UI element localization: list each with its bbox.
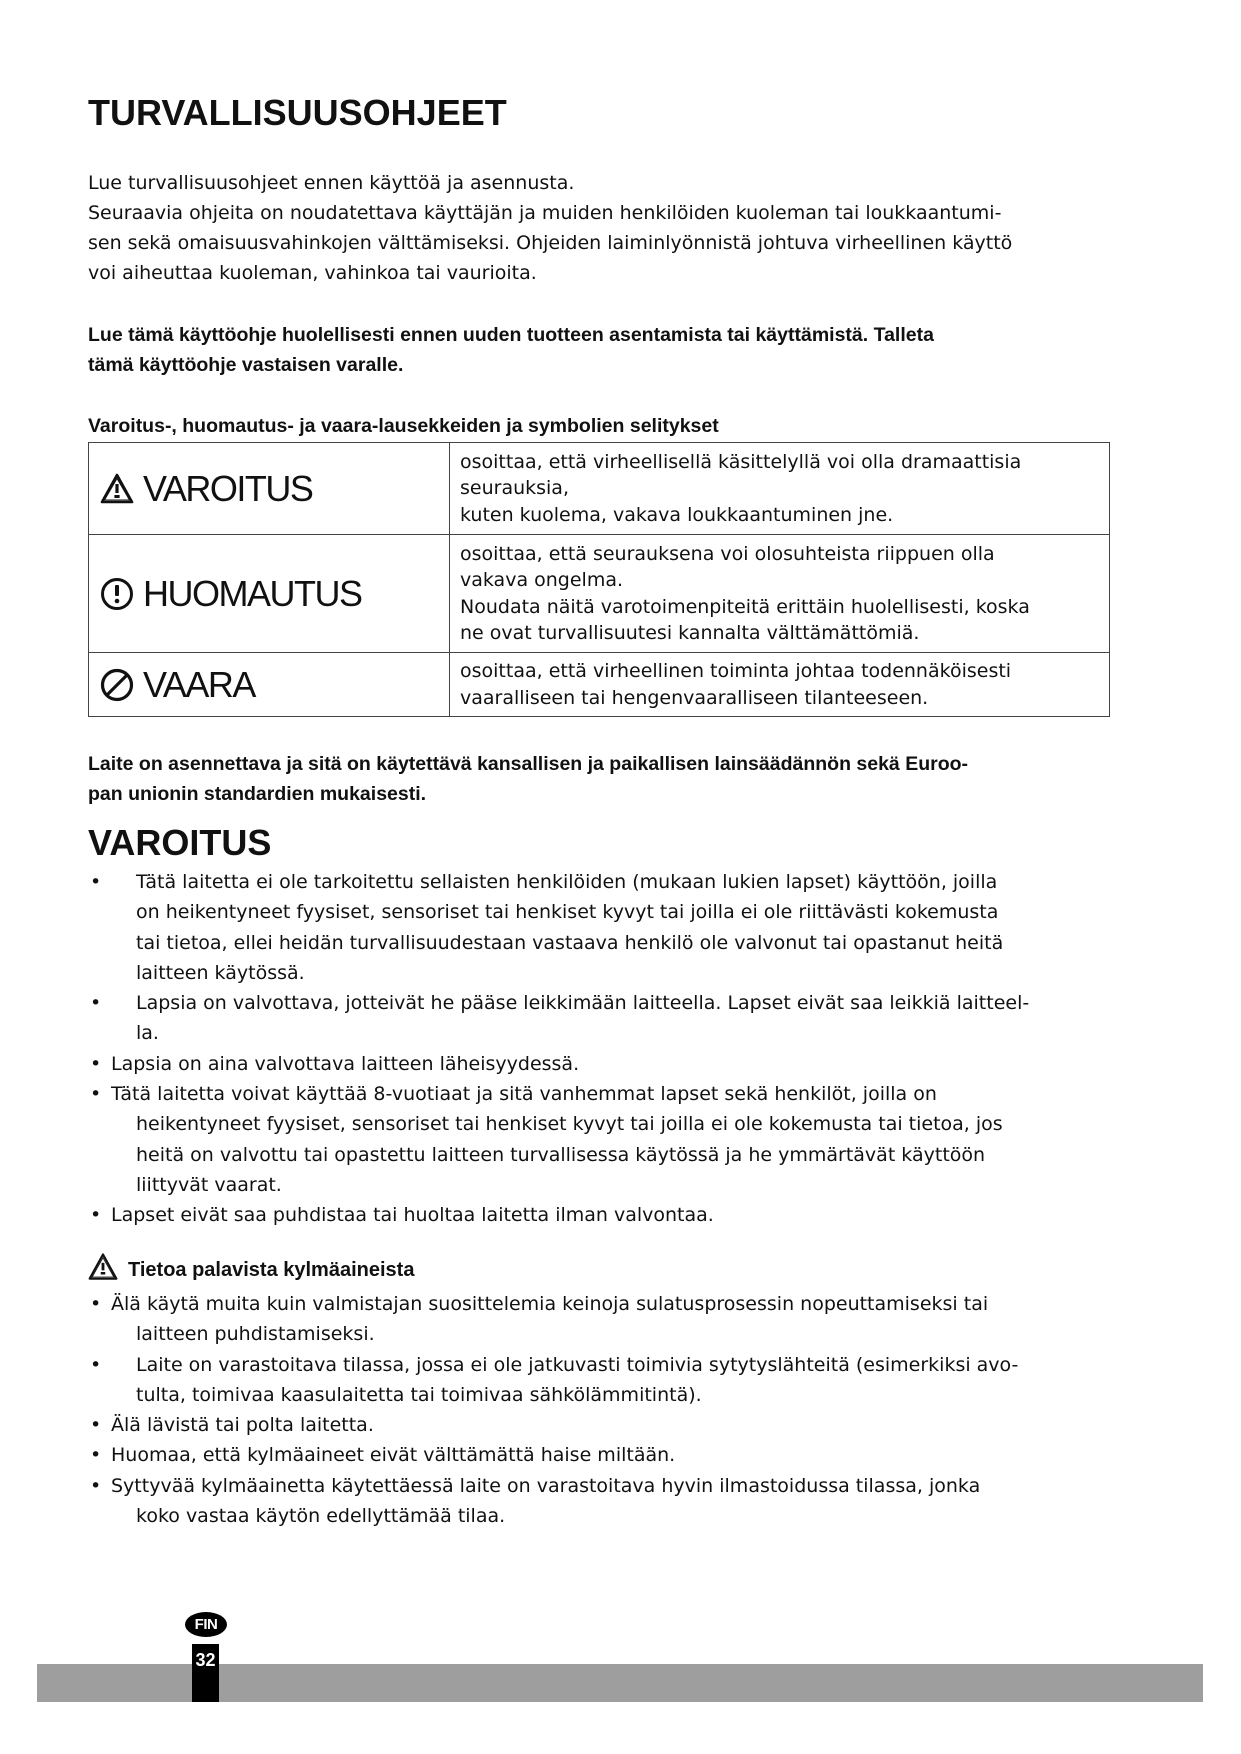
bullet-icon: •	[90, 1414, 102, 1437]
list-item	[88, 1350, 1128, 1411]
note-line: Lue tämä käyttöohje huolellisesti ennen uuden tuotteen asentamista tai käyttämistä. Talleta	[88, 324, 934, 346]
intro-paragraph	[88, 168, 1118, 288]
warning-list	[88, 867, 1128, 1231]
intro-line: sen sekä omaisuusvahinkojen välttämiseksi. Ohjeiden laiminlyönnistä johtuva virheellinen käyttö	[88, 232, 1013, 254]
symbols-table	[88, 442, 1110, 717]
description-cell	[450, 653, 1110, 717]
list-item-text: Älä lävistä tai polta laitetta.	[111, 1414, 374, 1437]
bullet-icon: •	[90, 871, 102, 893]
prohibited-circle-icon	[99, 667, 135, 703]
read-manual-note	[88, 320, 1118, 380]
description-cell	[450, 535, 1110, 653]
table-row	[89, 535, 1110, 653]
language-badge: FIN	[185, 1612, 227, 1637]
list-item-text: Lapsia on aina valvottava laitteen läheisyydessä.	[111, 1052, 580, 1075]
list-item-text: Älä käytä muita kuin valmistajan suosittelemia keinoja sulatusprosessin nopeuttamiseksi tai	[111, 1293, 989, 1315]
list-item-text: liittyvät vaarat.	[136, 1173, 282, 1196]
list-item-text: Syttyvää kylmäainetta käytettäessä laite on varastoitava hyvin ilmastoidussa tilassa, jonka	[111, 1474, 981, 1497]
table-row	[89, 443, 1110, 535]
bullet-icon: •	[90, 1444, 102, 1467]
list-item	[88, 1049, 1128, 1079]
description-line: osoittaa, että virheellisellä käsittelyllä voi olla dramaattisia	[460, 450, 1022, 473]
list-item-text: Lapsia on valvottava, jotteivät he pääse leikkimään laitteella. Lapset eivät saa leikkiä laitteel-	[136, 992, 1030, 1015]
symbol-label: HUOMAUTUS	[143, 572, 362, 614]
refrigerant-heading-text: Tietoa palavista kylmäaineista	[128, 1259, 415, 1281]
page-number: 32	[192, 1644, 219, 1702]
note-line: tämä käyttöohje vastaisen varalle.	[88, 354, 404, 376]
description-line: seurauksia,	[460, 477, 569, 500]
intro-line: Seuraavia ohjeita on noudatettava käyttäjän ja muiden henkilöiden kuoleman tai loukkaantumi-	[88, 202, 1002, 224]
bullet-icon: •	[90, 1083, 102, 1106]
list-item	[88, 1289, 1128, 1350]
list-item-text: laitteen puhdistamiseksi.	[136, 1323, 375, 1346]
intro-line: Lue turvallisuusohjeet ennen käyttöä ja asennusta.	[88, 172, 575, 194]
bullet-icon: •	[90, 992, 102, 1015]
exclamation-circle-icon	[99, 576, 135, 612]
symbol-cell	[89, 653, 450, 717]
symbol-label: VAARA	[143, 663, 255, 705]
page-title: TURVALLISUUSOHJEET	[88, 92, 507, 133]
table-row	[89, 653, 1110, 717]
note-line: pan unionin standardien mukaisesti.	[88, 783, 427, 805]
symbol-label: VAROITUS	[143, 467, 313, 509]
description-line: vaaralliseen tai hengenvaaralliseen tilanteeseen.	[460, 686, 929, 709]
list-item-text: Laite on varastoitava tilassa, jossa ei ole jatkuvasti toimivia sytytyslähteitä (esimerkiksi avo-	[136, 1353, 1019, 1376]
list-item	[88, 1079, 1128, 1200]
list-item-text: Huomaa, että kylmäaineet eivät välttämättä haise miltään.	[111, 1444, 676, 1467]
warning-triangle-icon	[88, 1252, 118, 1282]
description-line: Noudata näitä varotoimenpiteitä erittäin huolellisesti, koska	[460, 595, 1030, 618]
symbols-table-caption: Varoitus-, huomautus- ja vaara-lausekkeiden ja symbolien selitykset	[88, 415, 719, 437]
legislation-note	[88, 749, 1118, 809]
bullet-icon: •	[90, 1353, 102, 1376]
bullet-icon: •	[90, 1204, 102, 1227]
description-line: ne ovat turvallisuutesi kannalta välttämättömiä.	[460, 622, 920, 644]
note-line: Laite on asennettava ja sitä on käytettävä kansallisen ja paikallisen lainsäädännön sekä Euroo-	[88, 753, 969, 775]
list-item	[88, 1200, 1128, 1230]
refrigerant-list	[88, 1289, 1128, 1531]
list-item-text: la.	[136, 1022, 159, 1045]
intro-line: voi aiheuttaa kuoleman, vahinkoa tai vaurioita.	[88, 262, 537, 284]
list-item-text: tulta, toimivaa kaasulaitetta tai toimivaa sähkölämmitintä).	[136, 1383, 702, 1406]
description-line: vakava ongelma.	[460, 569, 624, 591]
description-line: osoittaa, että seurauksena voi olosuhteista riippuen olla	[460, 542, 995, 565]
warning-section-heading: VAROITUS	[88, 822, 272, 863]
list-item-text: Lapset eivät saa puhdistaa tai huoltaa laitetta ilman valvontaa.	[111, 1204, 714, 1227]
refrigerant-heading	[88, 1252, 414, 1282]
symbol-cell	[89, 535, 450, 653]
list-item	[88, 988, 1128, 1049]
list-item-text: on heikentyneet fyysiset, sensoriset tai henkiset kyvyt tai joilla ei ole riittävästi kokemusta	[136, 901, 999, 924]
list-item	[88, 867, 1128, 988]
list-item	[88, 1410, 1128, 1440]
list-item-text: Tätä laitetta voivat käyttää 8-vuotiaat ja sitä vanhemmat lapset sekä henkilöt, joilla on	[111, 1083, 937, 1106]
list-item	[88, 1440, 1128, 1470]
bullet-icon: •	[90, 1293, 102, 1315]
bullet-icon: •	[90, 1052, 102, 1075]
warning-triangle-icon	[99, 471, 135, 507]
list-item-text: tai tietoa, ellei heidän turvallisuudestaan vastaava henkilö ole valvonut tai opastanut heitä	[136, 931, 1004, 954]
list-item-text: heitä on valvottu tai opastettu laitteen turvallisessa käytössä ja he ymmärtävät käyttöön	[136, 1143, 986, 1166]
symbol-cell	[89, 443, 450, 535]
list-item-text: koko vastaa käytön edellyttämää tilaa.	[136, 1505, 506, 1528]
description-line: kuten kuolema, vakava loukkaantuminen jne.	[460, 503, 894, 526]
list-item-text: laitteen käytössä.	[136, 961, 305, 984]
list-item	[88, 1471, 1128, 1532]
bullet-icon: •	[90, 1474, 102, 1497]
list-item-text: Tätä laitetta ei ole tarkoitettu sellaisten henkilöiden (mukaan lukien lapset) käyttöön, joilla	[136, 871, 998, 893]
description-cell	[450, 443, 1110, 535]
description-line: osoittaa, että virheellinen toiminta johtaa todennäköisesti	[460, 660, 1012, 682]
list-item-text: heikentyneet fyysiset, sensoriset tai henkiset kyvyt tai joilla ei ole kokemusta tai tietoa, jos	[136, 1113, 1003, 1136]
